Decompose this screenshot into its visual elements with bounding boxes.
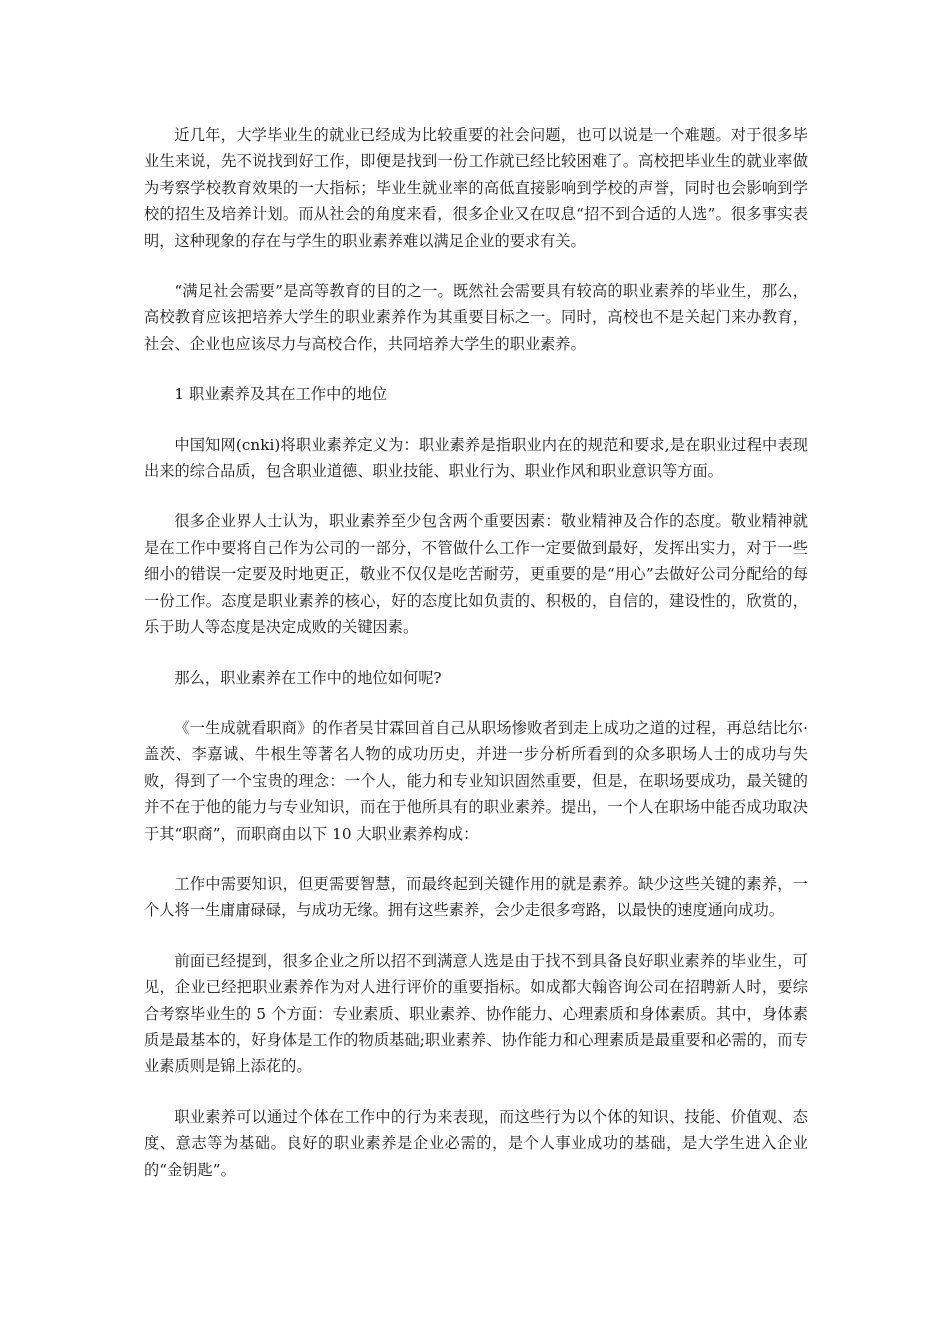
paragraph-factors: 很多企业界人士认为，职业素养至少包含两个重要因素：敬业精神及合作的态度。敬业精神就是在工作中要将自己作为公司的一部分，不管做什么工作一定要做到最好，发挥出实力，对于一些细小的错误一定要及时地更正，敬业不仅仅是吃苦耐劳，更重要的是“用心”去做好公司分配给的每一份工作。态度是职业素养的核心，好的态度比如负责的、积极的，自信的，建设性的，欣赏的，乐于助人等态度是决定成败的关键因素。 bbox=[144, 512, 808, 637]
paragraph-golden-key: 职业素养可以通过个体在工作中的行为来表现，而这些行为以个体的知识、技能、价值观、态度、意志等为基础。良好的职业素养是企业必需的，是个人事业成功的基础，是大学生进入企业的“金钥匙”。 bbox=[144, 1107, 808, 1179]
document-body bbox=[144, 122, 808, 1207]
paragraph-question: 那么，职业素养在工作中的地位如何呢? bbox=[174, 668, 442, 687]
section-heading: 1 职业素养及其在工作中的地位 bbox=[174, 385, 388, 404]
paragraph-book: 《一生成就看职商》的作者吴甘霖回首自己从职场惨败者到走上成功之道的过程，再总结比尔·盖茨、李嘉诚、牛根生等著名人物的成功历史，并进一步分析所看到的众多职场人士的成功与失败，得到了一个宝贵的理念：一个人，能力和专业知识固然重要，但是，在职场要成功，最关键的并不在于他的能力与专业知识，而在于他所具有的职业素养。提出，一个人在职场中能否成功取决于其“职商”，而职商由以下 10 大职业素养构成： bbox=[144, 718, 808, 843]
paragraph-intro: 近几年，大学毕业生的就业已经成为比较重要的社会问题，也可以说是一个难题。对于很多毕业生来说，先不说找到好工作，即便是找到一份工作就已经比较困难了。高校把毕业生的就业率做为考察学校教育效果的一大指标；毕业生就业率的高低直接影响到学校的声誉，同时也会影响到学校的招生及培养计划。而从社会的角度来看，很多企业又在叹息“招不到合适的人选”。很多事实表明，这种现象的存在与学生的职业素养难以满足企业的要求有关。 bbox=[144, 126, 808, 250]
paragraph-wisdom: 工作中需要知识，但更需要智慧，而最终起到关键作用的就是素养。缺少这些关键的素养，一个人将一生庸庸碌碌，与成功无缘。拥有这些素养，会少走很多弯路，以最快的速度通向成功。 bbox=[144, 874, 808, 920]
paragraph-definition: 中国知网(cnki)将职业素养定义为：职业素养是指职业内在的规范和要求,是在职业过程中表现出来的综合品质，包含职业道德、职业技能、职业行为、职业作风和职业意识等方面。 bbox=[144, 435, 808, 481]
paragraph-recruitment: 前面已经提到，很多企业之所以招不到满意人选是由于找不到具备良好职业素养的毕业生，可见，企业已经把职业素养作为对人进行评价的重要指标。如成都大翰咨询公司在招聘新人时，要综合考察毕业生的 5 个方面：专业素质、职业素养、协作能力、心理素质和身体素质。其中，身体素质是最基本的，好身体是工作的物质基础;职业素养、协作能力和心理素质是最重要和必需的，而专业素质则是锦上添花的。 bbox=[144, 951, 808, 1076]
paragraph-social-needs: “满足社会需要”是高等教育的目的之一。既然社会需要具有较高的职业素养的毕业生，那么，高校教育应该把培养大学生的职业素养作为其重要目标之一。同时，高校也不是关起门来办教育，社会、企业也应该尽力与高校合作，共同培养大学生的职业素养。 bbox=[144, 282, 808, 353]
